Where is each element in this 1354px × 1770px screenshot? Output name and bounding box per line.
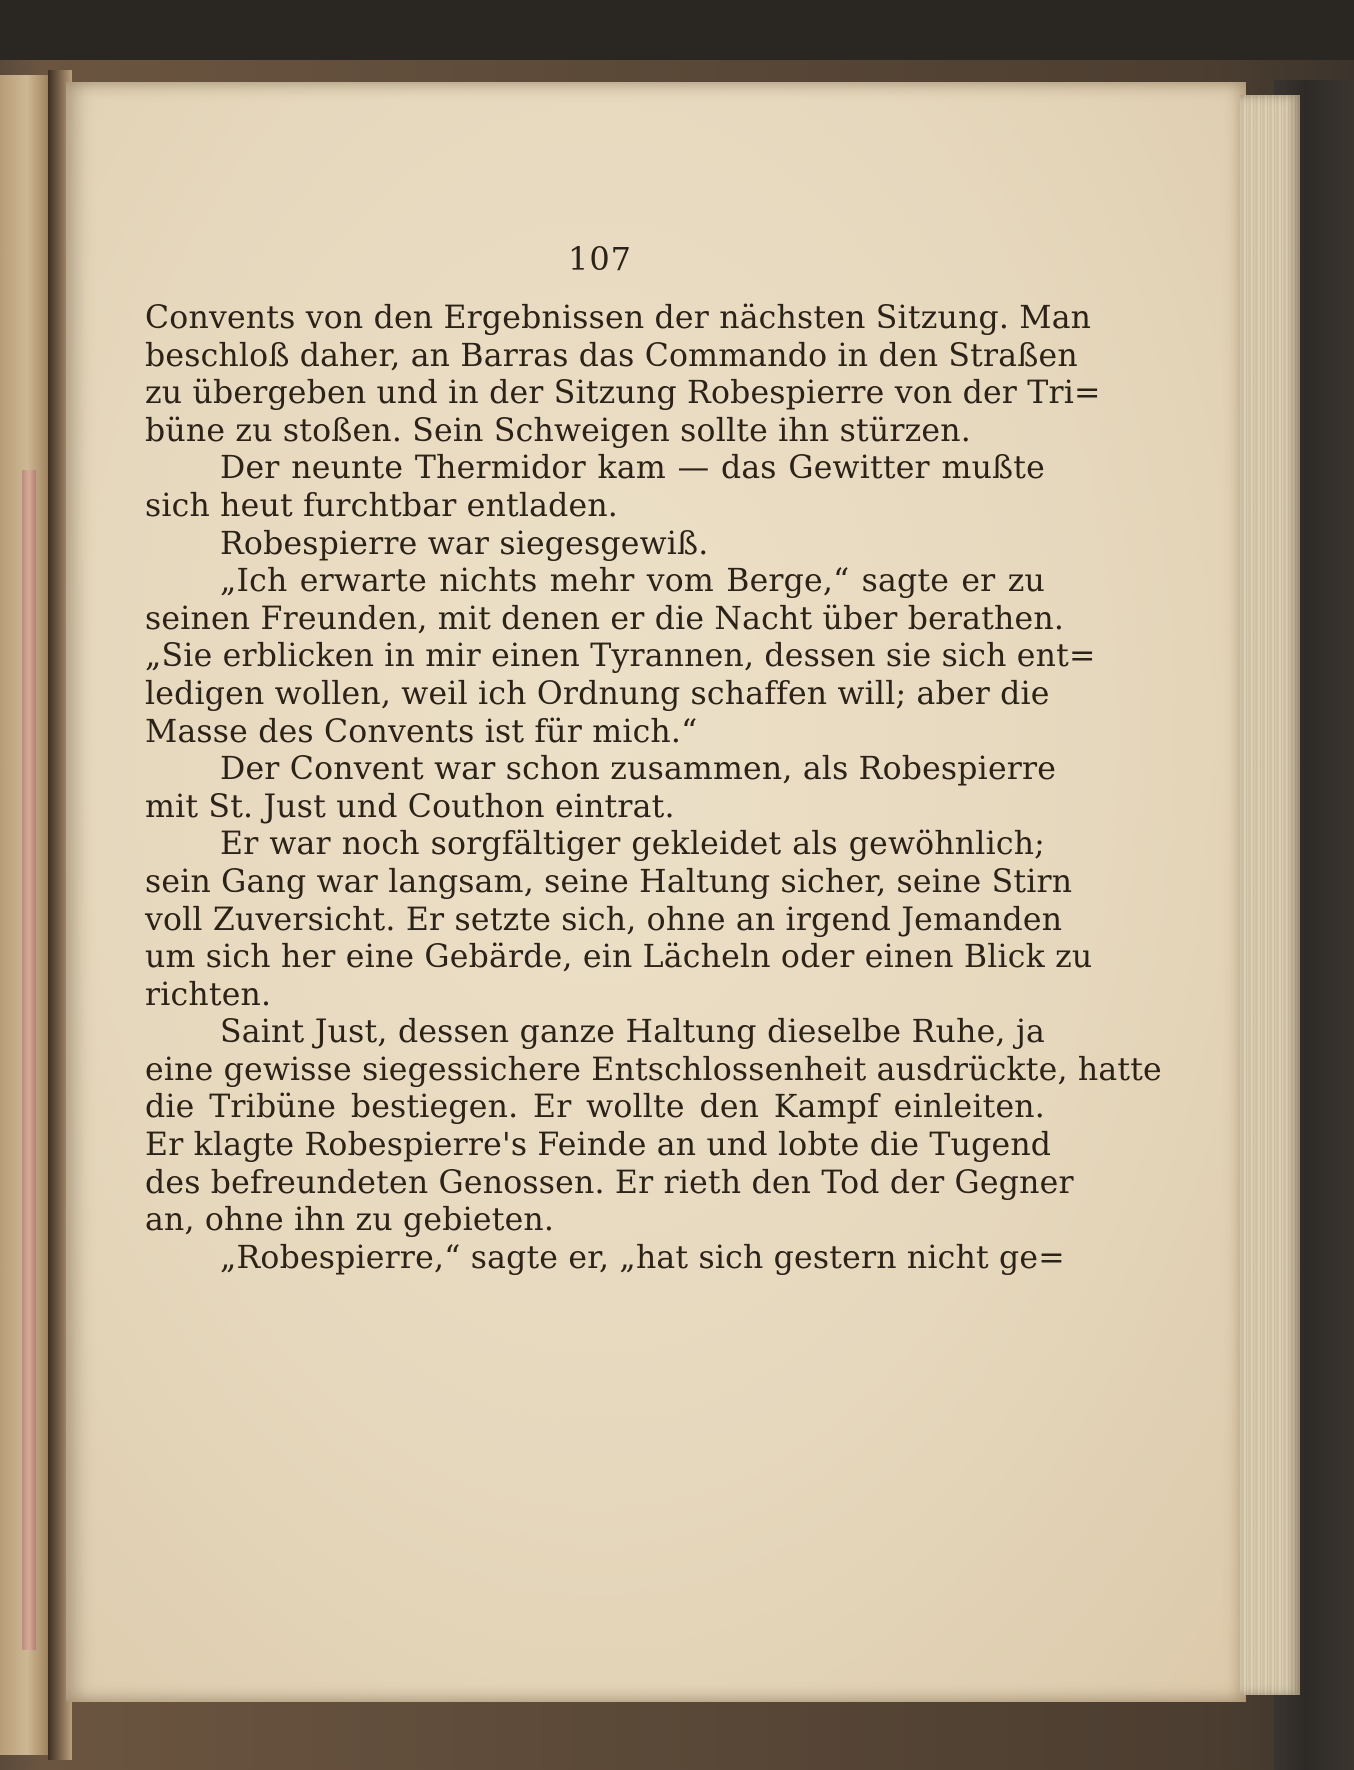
text-line: mit St. Just und Couthon eintrat. bbox=[145, 788, 675, 825]
page-number: 107 bbox=[567, 240, 633, 278]
page-content bbox=[145, 240, 1162, 1277]
text-line: büne zu stoßen. Sein Schweigen sollte ihn stürzen. bbox=[145, 412, 971, 449]
text-line: Masse des Convents ist für mich.“ bbox=[145, 713, 698, 750]
text-line: Saint Just, dessen ganze Haltung dieselbe Ruhe, ja bbox=[220, 1014, 1045, 1051]
text-line: „Robespierre,“ sagte er, „hat sich gestern nicht ge= bbox=[220, 1239, 1065, 1276]
text-line: sein Gang war langsam, seine Haltung sicher, seine Stirn bbox=[145, 863, 1073, 900]
text-body bbox=[145, 300, 1162, 1277]
text-line: die Tribüne bestiegen. Er wollte den Kampf einleiten. bbox=[145, 1089, 1045, 1126]
text-line: sich heut furchtbar entladen. bbox=[145, 487, 619, 524]
text-line: Robespierre war siegesgewiß. bbox=[220, 525, 709, 562]
text-line: Convents von den Ergebnissen der nächsten Sitzung. Man bbox=[145, 300, 1092, 336]
text-line: voll Zuversicht. Er setzte sich, ohne an irgend Jemanden bbox=[145, 901, 1063, 938]
text-line: ledigen wollen, weil ich Ordnung schaffen will; aber die bbox=[145, 675, 1050, 712]
text-line: Er klagte Robespierre's Feinde an und lobte die Tugend bbox=[145, 1127, 1052, 1164]
text-line: zu übergeben und in der Sitzung Robespierre von der Tri= bbox=[145, 375, 1101, 412]
text-line: um sich her eine Gebärde, ein Lächeln oder einen Blick zu bbox=[145, 939, 1093, 976]
text-line: seinen Freunden, mit denen er die Nacht über berathen. bbox=[145, 600, 1065, 637]
text-line: Der neunte Thermidor kam — das Gewitter mußte bbox=[220, 450, 1045, 487]
text-line: Der Convent war schon zusammen, als Robespierre bbox=[220, 751, 1057, 788]
text-line: „Sie erblicken in mir einen Tyrannen, dessen sie sich ent= bbox=[145, 638, 1096, 675]
text-line: Er war noch sorgfältiger gekleidet als gewöhnlich; bbox=[220, 826, 1045, 863]
text-line: „Ich erwarte nichts mehr vom Berge,“ sagte er zu bbox=[220, 563, 1045, 600]
bookmark-ribbon bbox=[22, 470, 36, 1650]
text-line: beschloß daher, an Barras das Commando in den Straßen bbox=[145, 337, 1078, 374]
text-line: des befreundeten Genossen. Er rieth den Tod der Gegner bbox=[145, 1164, 1074, 1201]
page-stack-edges bbox=[1240, 95, 1300, 1695]
text-line: an, ohne ihn zu gebieten. bbox=[145, 1202, 555, 1239]
text-line: richten. bbox=[145, 976, 272, 1013]
text-line: eine gewisse siegessichere Entschlossenheit ausdrückte, hatte bbox=[145, 1051, 1162, 1088]
